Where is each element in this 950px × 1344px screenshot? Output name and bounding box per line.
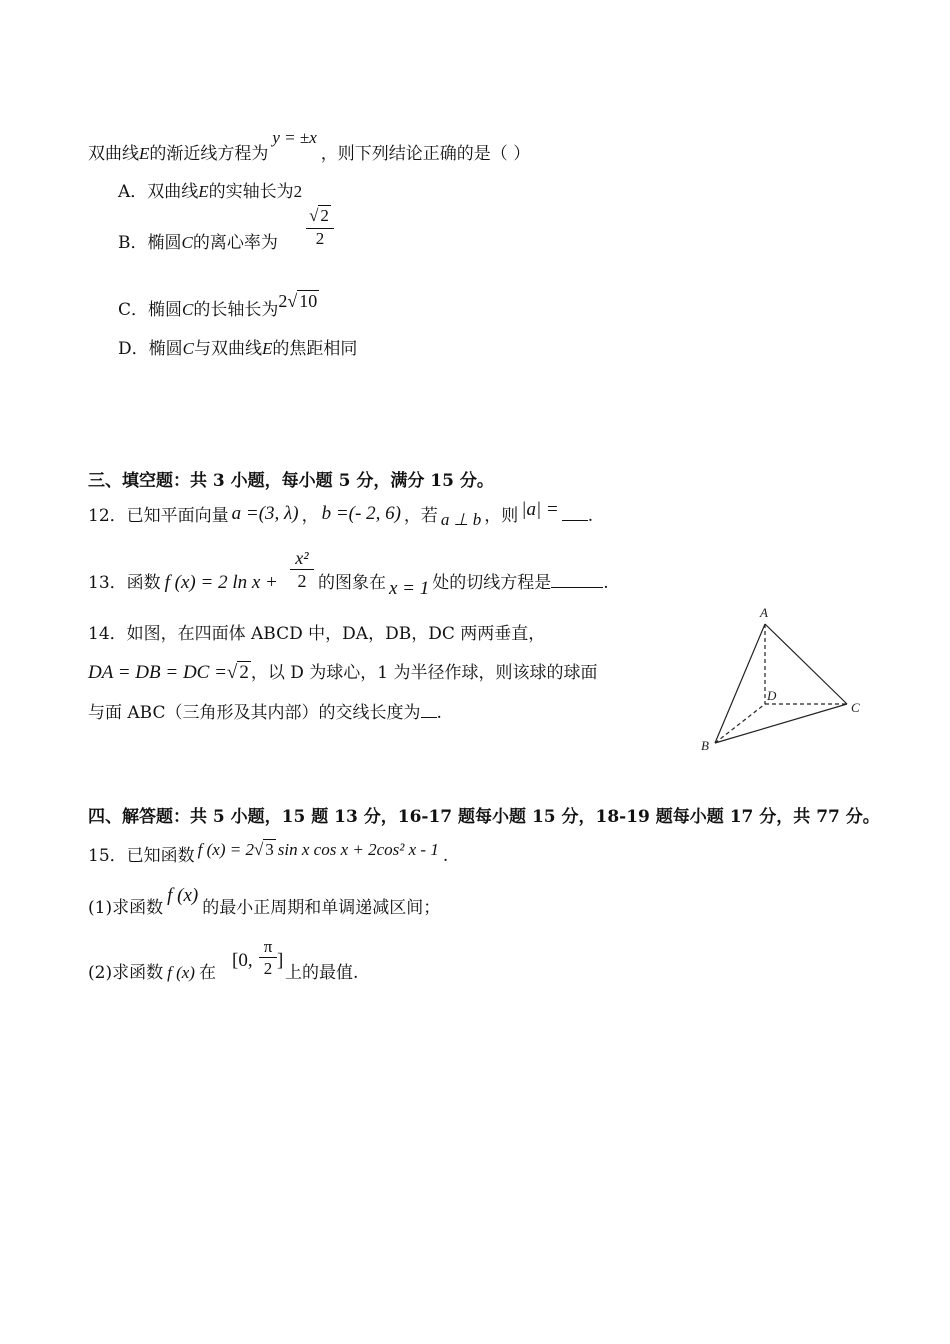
interval-num: π <box>263 937 273 956</box>
q14-answer-blank <box>421 703 437 718</box>
q12-cond-pre: ，若 <box>403 506 438 526</box>
option-a-value: 2 <box>293 182 303 201</box>
q13-end-text: 处的切线方程是 <box>432 573 552 593</box>
option-c-text: 的长轴长为 <box>193 300 279 320</box>
q15-part2-mid: 在 <box>198 963 216 983</box>
interval-den: 2 <box>259 957 277 979</box>
q13 <box>88 572 278 594</box>
q15: 15．已知函数 f (x) = 2√ 3 sin x cos x + 2cos² x - 1 . <box>88 840 449 866</box>
q15-interval-right <box>277 950 283 972</box>
q11-stem-mid: 的渐近线方程为 <box>149 144 269 164</box>
option-b-numerator: √ 2 <box>309 206 329 225</box>
option-d-label: D．椭圆 <box>118 339 183 359</box>
q13-mid: 的图象在 <box>318 573 386 593</box>
q13-end: . <box>603 573 609 593</box>
q14-line3-text: 与面 ABC（三角形及其内部）的交线长度为 <box>88 703 421 723</box>
q13-rest <box>318 572 609 599</box>
q14-line2: DA = DB = DC =√ 2 ，以 D 为球心，1 为半径作球，则该球的球面 <box>88 662 598 683</box>
option-b-label: B．椭圆 <box>118 233 182 253</box>
q12-vector-b: b =(- 2, 6) <box>321 503 401 524</box>
q15-part2-pre: (2)求函数 <box>88 963 164 983</box>
q15-part1-f: f (x) <box>167 885 199 906</box>
q14-line1: 14．如图，在四面体 ABCD 中，DA，DB，DC 两两垂直， <box>88 624 546 644</box>
q11-stem-before: 双曲线 <box>88 144 139 164</box>
q12-then: ，则 <box>484 506 519 526</box>
q12-end: . <box>587 506 594 526</box>
q14-equation: DA = DB = DC = <box>88 662 227 683</box>
option-a-text: 的实轴长为 <box>208 182 294 202</box>
q11-option-a <box>118 181 302 203</box>
q12-num: 12．已知平面向量 <box>88 506 229 526</box>
edge-bd <box>715 704 765 743</box>
option-b-fraction <box>306 206 334 249</box>
q15-num: 15．已知函数 <box>88 846 195 866</box>
q14-radicand: 2 <box>239 662 249 683</box>
vertex-b-label: B <box>701 738 709 753</box>
option-b-num-rad: 2 <box>320 206 329 225</box>
section-4-heading: 四、解答题：共 5 小题，15 题 13 分，16-17 题每小题 15 分，18-19 题每小题 17 分，共 77 分。 <box>88 807 880 827</box>
option-b-var: C <box>181 233 193 252</box>
q12-perpendicular: a ⊥ b <box>440 510 482 529</box>
q15-interval-fraction <box>259 936 277 979</box>
interval-right: ] <box>277 950 284 971</box>
option-d-text2: 的焦距相同 <box>272 339 358 359</box>
option-c-coef: 2 <box>278 291 288 311</box>
option-a-var: E <box>198 182 209 201</box>
q13-fraction <box>290 547 314 592</box>
q11-asymptote-formula: y = ±x <box>272 128 317 147</box>
q15-interval <box>232 950 253 972</box>
q15-part1-pre: (1)求函数 <box>88 898 164 918</box>
q12 <box>88 499 594 529</box>
q11-option-c: C．椭圆C的长轴长为2√ 10 <box>118 291 318 320</box>
q11-option-d <box>118 338 357 360</box>
q11-option-b <box>118 232 278 254</box>
q11-stem <box>88 128 531 165</box>
q11-var-e: E <box>139 144 150 163</box>
option-d-var2: E <box>261 339 273 358</box>
q13-frac-den: 2 <box>290 569 314 592</box>
q11-stem-after: ，则下列结论正确的是（ ） <box>320 144 531 164</box>
option-c-var: C <box>182 300 194 319</box>
q15-formula-b: sin x cos x + 2cos² x - 1 <box>277 840 439 859</box>
edge-ab <box>715 624 765 743</box>
q15-part2-end <box>285 962 358 984</box>
q13-point: x = 1 <box>389 578 430 599</box>
q15-end: . <box>442 846 449 866</box>
q13-frac-num: x² <box>295 548 309 568</box>
option-b-text: 的离心率为 <box>192 233 278 253</box>
option-b-denominator: 2 <box>306 228 334 249</box>
option-d-var: C <box>182 339 194 358</box>
q13-num: 13．函数 <box>88 573 161 593</box>
q14-end: . <box>436 703 442 723</box>
option-c-radicand: 10 <box>299 291 318 311</box>
q12-sep: ， <box>301 506 319 526</box>
q15-part2-post: 上的最值. <box>285 963 359 983</box>
tetrahedron-figure <box>695 600 870 760</box>
q15-radicand: 3 <box>265 840 274 859</box>
vertex-c-label: C <box>851 700 860 715</box>
interval-left: [0, <box>232 950 253 971</box>
q12-answer-blank <box>562 506 588 521</box>
q15-formula-a: f (x) = 2 <box>197 840 254 859</box>
q13-function: f (x) = 2 ln x + <box>164 572 278 593</box>
edge-bc <box>715 704 847 743</box>
option-d-text: 与双曲线 <box>193 339 262 359</box>
q15-part1 <box>88 885 441 919</box>
q15-part2-f: f (x) <box>167 963 195 982</box>
option-c-label: C．椭圆 <box>118 300 183 320</box>
edge-ac <box>765 624 847 704</box>
q12-magnitude: |a| = <box>521 499 559 520</box>
vertex-d-label: D <box>767 688 777 703</box>
vertex-a-label: A <box>760 605 768 620</box>
q15-part1-post: 的最小正周期和单调递减区间； <box>202 898 441 918</box>
section-3-heading: 三、填空题：共 3 小题，每小题 5 分，满分 15 分。 <box>88 471 494 491</box>
q14-line3 <box>88 702 442 724</box>
q13-answer-blank <box>551 573 603 588</box>
q12-vector-a: a =(3, λ) <box>231 503 299 524</box>
option-a-label: A．双曲线 <box>118 182 199 202</box>
q15-part2 <box>88 962 216 984</box>
q14-line2-rest: ，以 D 为球心，1 为半径作球，则该球的球面 <box>250 663 598 683</box>
